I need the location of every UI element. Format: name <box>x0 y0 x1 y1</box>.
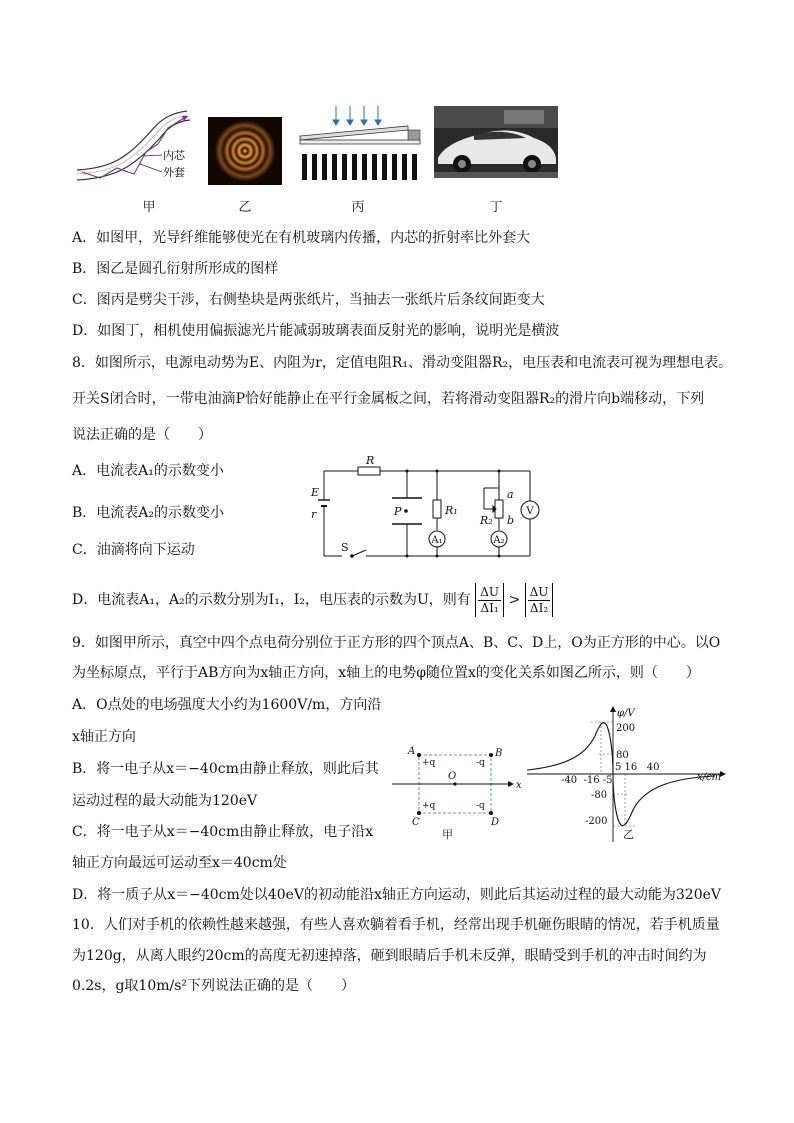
q10-stem-line3: 0.2s，g取10m/s²下列说法正确的是（ ） <box>72 978 356 994</box>
label-r: r <box>311 508 317 521</box>
frac2-num: ΔU <box>529 584 549 599</box>
circuit-diagram <box>308 454 548 562</box>
diffraction-image <box>208 117 282 185</box>
q8-option-a: A．电流表A₁的示数变小 <box>72 463 224 479</box>
xticks-negative: -40 -16 -5 <box>561 775 613 786</box>
fiber-core-label: 内芯 <box>163 149 185 162</box>
caption-fig-yi: 乙 <box>623 828 634 841</box>
frac1-den: ΔI₁ <box>480 600 499 615</box>
q9-option-c-line1: C．将一电子从x＝−40cm由静止释放，电子沿x <box>72 824 374 840</box>
ytick-200: 200 <box>616 723 636 734</box>
voltmeter-label: V <box>526 506 534 517</box>
caption-ding: 丁 <box>489 200 503 215</box>
fiber-figure <box>72 108 197 188</box>
q9-option-a-line1: A．O点处的电场强度大小约为1600V/m，方向沿 <box>72 697 382 713</box>
point-B: B <box>495 748 503 759</box>
q8-stem-line3: 说法正确的是（ ） <box>72 427 212 443</box>
car-photo <box>434 106 558 178</box>
gt-sign: > <box>508 592 521 608</box>
label-b: b <box>507 514 515 527</box>
q8-option-d <box>72 583 553 617</box>
q10-stem-line2: 为120g，从离人眼约20cm的高度无初速掉落，砸到眼睛后手机未反弹，眼睛受到手机的冲击时间约为 <box>72 948 707 964</box>
q9-option-a-line2: x轴正方向 <box>72 729 136 745</box>
point-A: A <box>408 746 416 757</box>
point-O: O <box>448 771 457 782</box>
x-axis-label: x/cm <box>697 772 722 783</box>
caption-fig-jia: 甲 <box>442 828 453 841</box>
q9-option-b-line1: B．将一电子从x＝−40cm由静止释放，则此后其 <box>72 761 379 777</box>
point-C: C <box>412 817 420 828</box>
ytick-80: 80 <box>616 750 629 761</box>
ammeter1-label: A₁ <box>431 535 443 546</box>
label-R: R <box>366 454 375 467</box>
fiber-cladding-label: 外套 <box>163 166 185 179</box>
caption-bing: 丙 <box>351 200 365 215</box>
q8-stem-line2: 开关S闭合时，一带电油滴P恰好能静止在平行金属板之间，若将滑动变阻器R₂的滑片向b端移动，下列 <box>72 391 705 407</box>
q9-option-c-line2: 轴正方向最远可运动至x＝40cm处 <box>72 855 287 871</box>
q10-stem-line1: 10．人们对手机的依赖性越来越强，有些人喜欢躺着看手机，经常出现手机砸伤眼睛的情况，若手机质量 <box>72 917 720 933</box>
q7-option-d: D．如图丁，相机使用偏振滤光片能减弱玻璃表面反射光的影响，说明光是横波 <box>72 323 560 339</box>
wedge-interference-figure <box>298 104 424 184</box>
q9-option-d: D．将一质子从x＝−40cm处以40eV的初动能沿x轴正方向运动，则此后其运动过程的最大动能为320eV <box>72 887 722 903</box>
charge-A: +q <box>422 758 436 768</box>
label-P: P <box>394 505 402 518</box>
ammeter2-label: A₂ <box>493 535 505 546</box>
label-a: a <box>507 488 514 501</box>
q7-option-b: B．图乙是圆孔衍射所形成的图样 <box>72 261 279 277</box>
q9-option-b-line2: 运动过程的最大动能为120eV <box>72 793 258 809</box>
q8-option-b: B．电流表A₂的示数变小 <box>72 505 225 521</box>
label-R2: R₂ <box>480 514 493 527</box>
xticks-positive: 5 16 40 <box>615 762 660 773</box>
q9-stem-line2: 为坐标原点，平行于AB方向为x轴正方向，x轴上的电势φ随位置x的变化关系如图乙所示，则（ ） <box>72 665 700 681</box>
q8-option-d-text: D．电流表A₁，A₂的示数分别为I₁，I₂，电压表的示数为U，则有 <box>72 592 471 608</box>
ytick-neg80: -80 <box>591 790 608 801</box>
point-D: D <box>491 817 500 828</box>
q8-option-c: C．油滴将向下运动 <box>72 542 195 558</box>
abs-frac-1 <box>475 583 504 617</box>
q8-stem-line1: 8．如图所示，电源电动势为E、内阻为r，定值电阻R₁、滑动变阻器R₂，电压表和电流表可视为理想电表。 <box>72 355 733 371</box>
label-E: E <box>311 486 320 499</box>
frac1-num: ΔU <box>480 584 499 599</box>
abs-frac-2 <box>525 583 554 617</box>
label-S: S <box>341 541 349 554</box>
ytick-neg200: -200 <box>585 816 608 827</box>
y-axis-label: φ/V <box>617 708 635 719</box>
charge-C: +q <box>422 801 436 811</box>
frac2-den: ΔI₂ <box>529 600 549 615</box>
charge-D: -q <box>476 801 485 811</box>
potential-graph <box>525 706 730 846</box>
axis-x-label: x <box>516 780 522 791</box>
caption-jia: 甲 <box>142 200 156 215</box>
q9-stem-line1: 9．如图甲所示，真空中四个点电荷分别位于正方形的四个顶点A、B、C、D上，O为正方形的中心。以O <box>72 635 721 651</box>
caption-yi: 乙 <box>238 200 252 215</box>
label-R1: R₁ <box>445 504 458 517</box>
q7-option-a: A．如图甲，光导纤维能够使光在有机玻璃内传播，内芯的折射率比外套大 <box>72 230 531 246</box>
charge-B: -q <box>476 758 485 768</box>
q7-option-c: C．图丙是劈尖干涉，右侧垫块是两张纸片，当抽去一张纸片后条纹间距变大 <box>72 292 545 308</box>
charge-square-figure <box>392 745 522 840</box>
